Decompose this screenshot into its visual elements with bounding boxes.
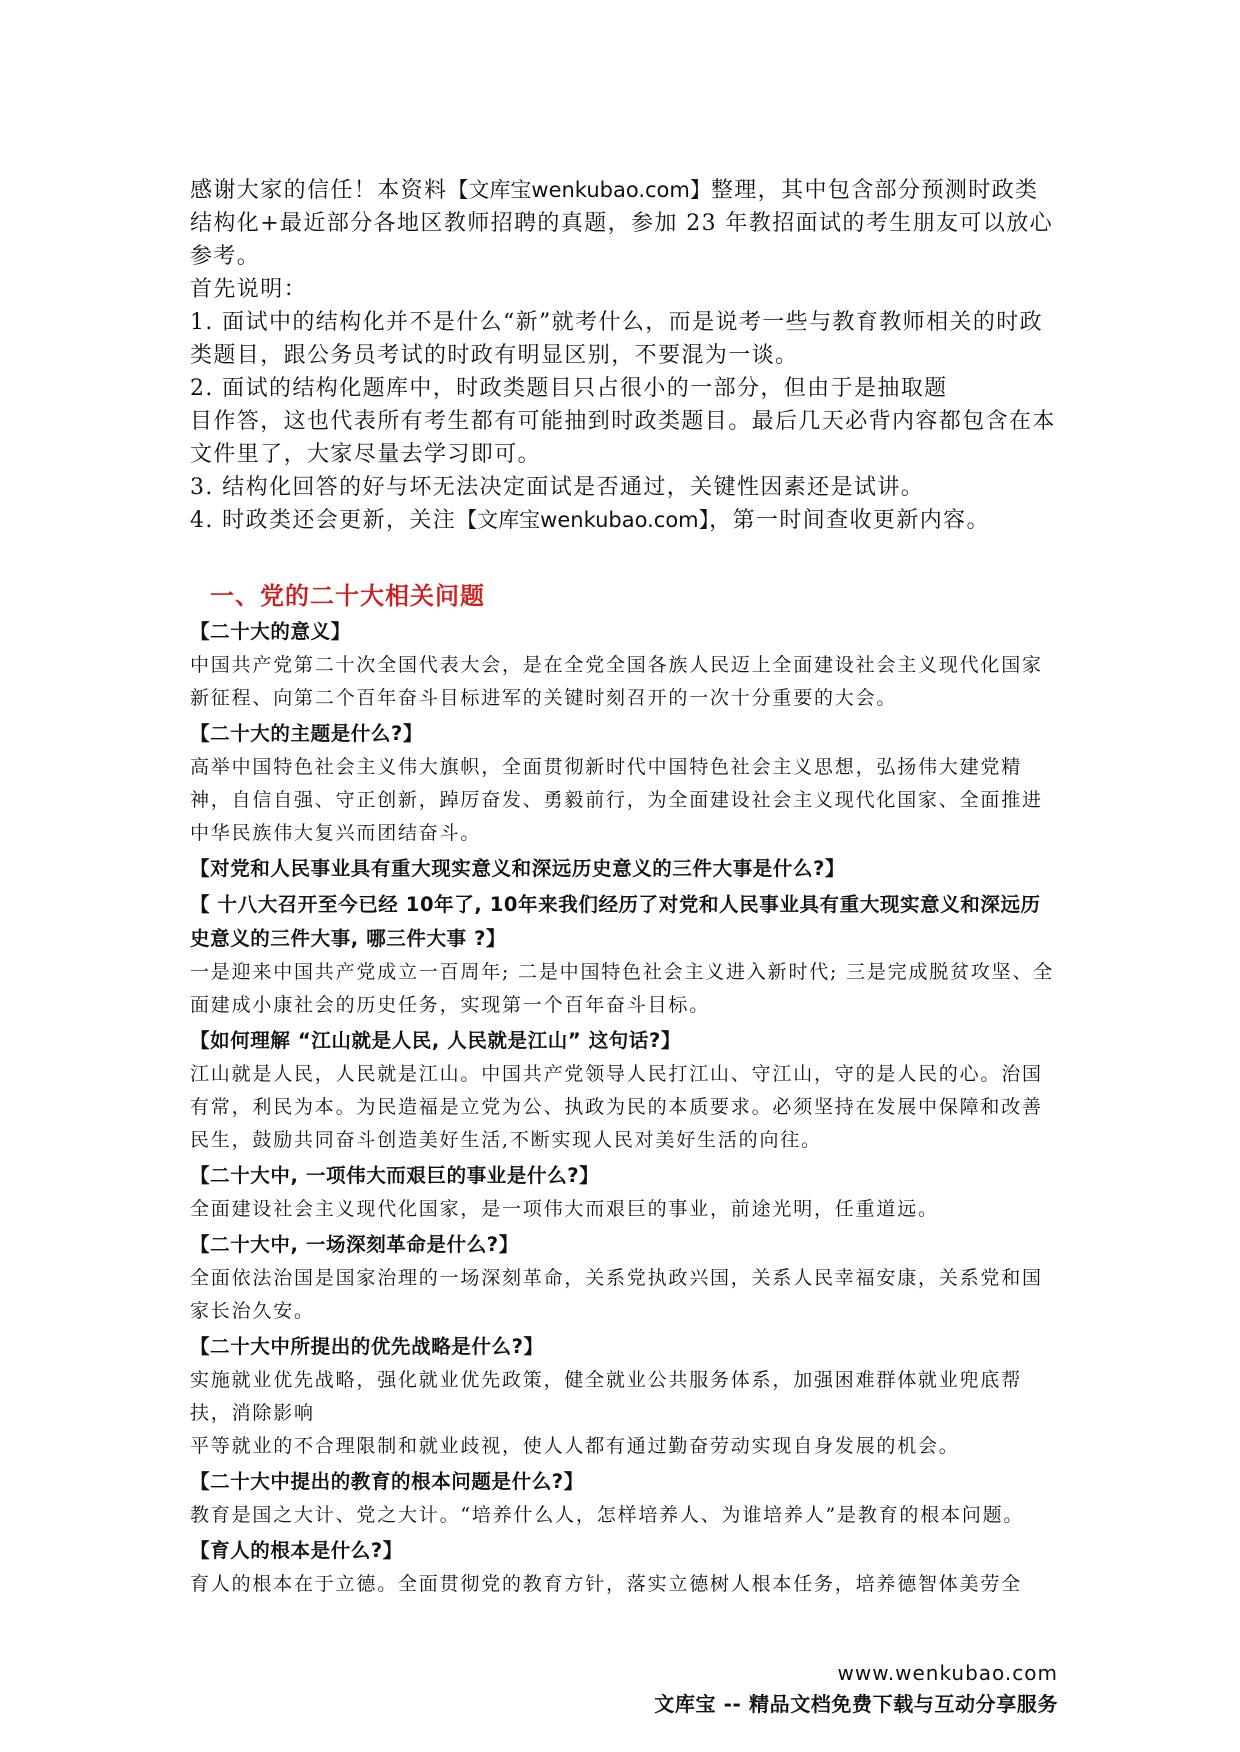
question-heading: 【二十大中, 一场深刻革命是什么?】 [190, 1233, 519, 1256]
question-heading: 【二十大中提出的教育的根本问题是什么?】 [190, 1470, 584, 1493]
document-body [190, 174, 1058, 1601]
qa-item [190, 888, 1058, 1022]
question-heading: 【二十大的主题是什么?】 [190, 722, 424, 745]
answer-text: 育人的根本在于立德。全面贯彻党的教育方针，落实立德树人根本任务，培养德智体美劳全 [190, 1573, 1023, 1595]
intro-note-1: 1. 面试中的结构化并不是什么“新”就考什么，而是说考一些与教育教师相关的时政类题目，跟公务员考试的时政有明显区别，不要混为一谈。 [190, 310, 1044, 368]
brand-name: 【文库宝wenkubao.com】 [447, 178, 711, 202]
intro-text: ，第一时间查收更新内容。 [709, 508, 990, 533]
question-heading: 【二十大中, 一项伟大而艰巨的事业是什么?】 [190, 1164, 600, 1187]
question-heading: 【育人的根本是什么?】 [190, 1539, 403, 1562]
qa-item [190, 852, 1058, 886]
intro-text: 4. 时政类还会更新，关注 [190, 508, 457, 533]
answer-text: 全面建设社会主义现代化国家，是一项伟大而艰巨的事业，前途光明，任重道远。 [190, 1198, 939, 1220]
footer [654, 1658, 1058, 1720]
intro-section [190, 174, 1058, 537]
intro-note-2-line-1: 2. 面试的结构化题库中，时政类题目只占很小的一部分，但由于是抽取题 [190, 376, 948, 401]
question-heading: 【二十大的意义】 [190, 620, 351, 643]
answer-text: 高举中国特色社会主义伟大旗帜，全面贯彻新时代中国特色社会主义思想，弘扬伟大建党精神，自信自强、守正创新，踔厉奋发、勇毅前行，为全面建设社会主义现代化国家、全面推进中华民族伟大复兴而团结奋斗。 [190, 756, 1043, 844]
question-heading: 【二十大中所提出的优先战略是什么?】 [190, 1335, 544, 1358]
question-heading: 【如何理解 “江山就是人民, 人民就是江山” 这句话?】 [190, 1029, 682, 1052]
answer-text: 平等就业的不合理限制和就业歧视，使人人都有通过勤奋劳动实现自身发展的机会。 [190, 1435, 960, 1457]
answer-text: 江山就是人民，人民就是江山。中国共产党领导人民打江山、守江山，守的是人民的心。治国有常，利民为本。为民造福是立党为公、执政为民的本质要求。必须坚持在发展中保障和改善民生，鼓励共同奋斗创造美好生活,不断实现人民对美好生活的向往。 [190, 1063, 1043, 1151]
qa-item [190, 1534, 1058, 1601]
answer-text: 全面依法治国是国家治理的一场深刻革命，关系党执政兴国，关系人民幸福安康，关系党和国家长治久安。 [190, 1267, 1043, 1322]
brand-name: 【文库宝wenkubao.com】 [456, 508, 710, 532]
intro-text: 感谢大家的信任！本资料 [190, 178, 448, 203]
answer-text: 中国共产党第二十次全国代表大会，是在全党全国各族人民迈上全面建设社会主义现代化国家新征程、向第二个百年奋斗目标进军的关键时刻召开的一次十分重要的大会。 [190, 654, 1043, 709]
intro-paragraph [190, 174, 1058, 273]
question-heading: 【 十八大召开至今已经 10年了, 10年来我们经历了对党和人民事业具有重大现实意义和深远历史意义的三件大事, 哪三件大事 ?】 [190, 893, 1041, 950]
qa-item [190, 615, 1058, 715]
intro-note-4 [190, 504, 1058, 537]
intro-note-2-line-2: 目作答，这也代表所有考生都有可能抽到时政类题目。最后几天必背内容都包含在本文件里了，大家尽量去学习即可。 [190, 409, 1056, 467]
footer-tagline: 文库宝 -- 精品文档免费下载与互动分享服务 [654, 1692, 1058, 1716]
qa-item [190, 717, 1058, 850]
qa-item [190, 1330, 1058, 1463]
answer-text: 一是迎来中国共产党成立一百周年; 二是中国特色社会主义进入新时代; 三是完成脱贫攻坚、全面建成小康社会的历史任务，实现第一个百年奋斗目标。 [190, 961, 1055, 1016]
answer-text: 实施就业优先战略，强化就业优先政策，健全就业公共服务体系，加强困难群体就业兜底帮扶，消除影响 [190, 1369, 1023, 1424]
qa-item [190, 1228, 1058, 1328]
qa-item [190, 1159, 1058, 1226]
question-heading: 【对党和人民事业具有重大现实意义和深远历史意义的三件大事是什么?】 [190, 857, 846, 880]
intro-text: 整理，其中包含部分预测时政类结构化+最近部分各地区教师招聘的真题，参加 23 年教招面试的考生朋友可以放心参考。 [190, 178, 1054, 269]
qa-list [190, 615, 1058, 1601]
answer-text: 教育是国之大计、党之大计。“培养什么人，怎样培养人、为谁培养人”是教育的根本问题。 [190, 1504, 1025, 1526]
footer-url[interactable]: www.wenkubao.com [837, 1661, 1058, 1685]
section-title: 一、党的二十大相关问题 [210, 582, 485, 610]
qa-item [190, 1465, 1058, 1532]
qa-item [190, 1024, 1058, 1157]
intro-heading: 首先说明： [190, 277, 308, 302]
intro-note-3: 3. 结构化回答的好与坏无法决定面试是否通过，关键性因素还是试讲。 [190, 475, 925, 500]
